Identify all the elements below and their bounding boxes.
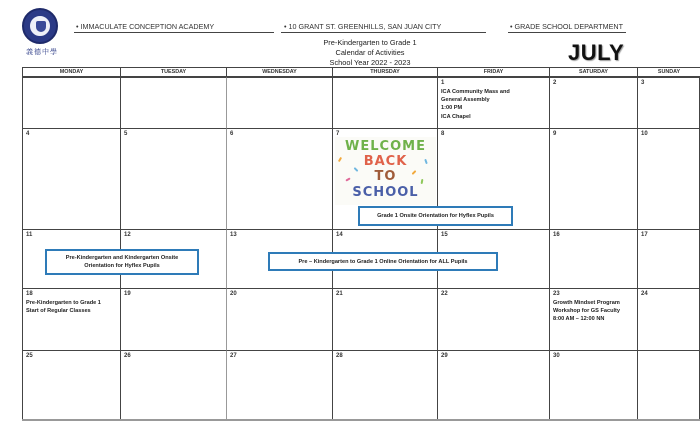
day-cell-5 [120, 128, 226, 229]
month-title: JULY [568, 40, 625, 65]
weekday-header-row [22, 67, 700, 77]
weekday-tuesday: TUESDAY [120, 68, 226, 78]
logo-caption: 義德中學 [26, 48, 58, 56]
day-number: 7 [336, 131, 340, 137]
event-text-line: Pre-Kindergarten to Grade 1 [26, 300, 101, 306]
weekday-monday: MONDAY [22, 68, 120, 78]
weekday-friday: FRIDAY [437, 68, 549, 78]
header-rule-2 [281, 32, 486, 33]
day-number: 29 [441, 353, 448, 359]
calendar-title-line2: Calendar of Activities [335, 48, 405, 57]
day-number: 19 [124, 291, 131, 297]
day-number: 3 [641, 80, 645, 86]
day-number: 22 [441, 291, 448, 297]
event-online-orientation-all: Pre – Kindergarten to Grade 1 Online Orientation for ALL Pupils [268, 252, 498, 271]
day-cell-19 [120, 288, 226, 350]
day-number: 16 [553, 232, 560, 238]
day-cell-30 [549, 350, 637, 420]
welcome-word: WELCOME [345, 139, 426, 154]
calendar-title-line1: Pre-Kindergarten to Grade 1 [323, 38, 417, 47]
day-cell-10 [637, 128, 700, 229]
event-grade1-onsite-orientation: Grade 1 Onsite Orientation for Hyflex Pupils [358, 206, 513, 226]
seal-icon [29, 15, 51, 37]
day-cell-24 [637, 288, 700, 350]
day-number: 4 [26, 131, 30, 137]
day-number: 13 [230, 232, 237, 238]
day-cell-28 [332, 350, 437, 420]
day-event-text [441, 88, 510, 121]
day-cell-22 [437, 288, 549, 350]
day-number: 6 [230, 131, 234, 137]
day-cell-2 [549, 77, 637, 128]
day-cell-20 [226, 288, 332, 350]
day-number: 18 [26, 291, 33, 297]
day-cell-27 [226, 350, 332, 420]
day-cell-21 [332, 288, 437, 350]
day-number: 30 [553, 353, 560, 359]
to-word: TO [374, 169, 397, 184]
day-number: 27 [230, 353, 237, 359]
day-number: 1 [441, 80, 445, 86]
event-text-line: ICA Community Mass and [441, 89, 510, 95]
day-event-text [553, 299, 620, 324]
day-cell-1 [437, 77, 549, 128]
header-rule-3 [508, 32, 626, 33]
header-rule-1 [74, 32, 274, 33]
welcome-back-to-school-image [335, 137, 436, 205]
day-cell-26 [120, 350, 226, 420]
day-cell-4 [22, 128, 120, 229]
school-address: • 10 GRANT ST. GREENHILLS, SAN JUAN CITY [284, 22, 442, 31]
day-cell-9 [549, 128, 637, 229]
day-number: 11 [26, 232, 33, 238]
day-cell-blank-w1-thursday [332, 77, 437, 128]
school-name: • IMMACULATE CONCEPTION ACADEMY [76, 22, 215, 31]
event-prek-k-onsite-orientation: Pre-Kindergarten and Kindergarten Onsite Orientation for Hyflex Pupils [45, 249, 199, 275]
day-number: 24 [641, 291, 648, 297]
event-text-line: General Assembly [441, 97, 490, 104]
day-cell-blank-w1-wednesday [226, 77, 332, 128]
day-number: 26 [124, 353, 131, 359]
school-logo [22, 8, 58, 44]
day-number: 2 [553, 80, 557, 86]
day-number: 5 [124, 131, 128, 137]
bottom-rule [22, 419, 700, 421]
day-cell-6 [226, 128, 332, 229]
weekday-thursday: THURSDAY [332, 68, 437, 78]
day-number: 8 [441, 131, 445, 137]
day-cell-16 [549, 229, 637, 288]
day-number: 9 [553, 131, 557, 137]
day-cell-17 [637, 229, 700, 288]
event-text-line: Start of Regular Classes [26, 308, 91, 315]
event-text-line: 1:00 PM [441, 105, 463, 112]
day-number: 21 [336, 291, 343, 297]
day-number: 20 [230, 291, 237, 297]
back-word: BACK [363, 154, 408, 169]
day-number: 17 [641, 232, 648, 238]
school-word: SCHOOL [352, 185, 419, 200]
day-cell-25 [22, 350, 120, 420]
day-number: 10 [641, 131, 648, 137]
day-cell-blank-w5-sunday [637, 350, 700, 420]
school-department: • GRADE SCHOOL DEPARTMENT [510, 22, 624, 31]
day-cell-18 [22, 288, 120, 350]
day-cell-blank-w1-tuesday [120, 77, 226, 128]
day-cell-3 [637, 77, 700, 128]
calendar-title-line3: School Year 2022 - 2023 [329, 58, 411, 67]
weekday-sunday: SUNDAY [637, 68, 700, 78]
day-number: 12 [124, 232, 131, 238]
day-number: 25 [26, 353, 33, 359]
day-number: 15 [441, 232, 448, 238]
weekday-saturday: SATURDAY [549, 68, 637, 78]
day-number: 23 [553, 291, 560, 297]
day-event-text [26, 299, 101, 315]
day-cell-29 [437, 350, 549, 420]
day-cell-23 [549, 288, 637, 350]
event-text-line: ICA Chapel [441, 113, 471, 120]
day-cell-blank-w1-monday [22, 77, 120, 128]
weekday-wednesday: WEDNESDAY [226, 68, 332, 78]
event-text-line: Workshop for GS Faculty [553, 308, 621, 315]
day-number: 28 [336, 353, 343, 359]
day-number: 14 [336, 232, 343, 238]
event-text-line: Growth Mindset Program [553, 300, 620, 306]
event-text-line: 8:00 AM – 12:00 NN [553, 316, 605, 323]
